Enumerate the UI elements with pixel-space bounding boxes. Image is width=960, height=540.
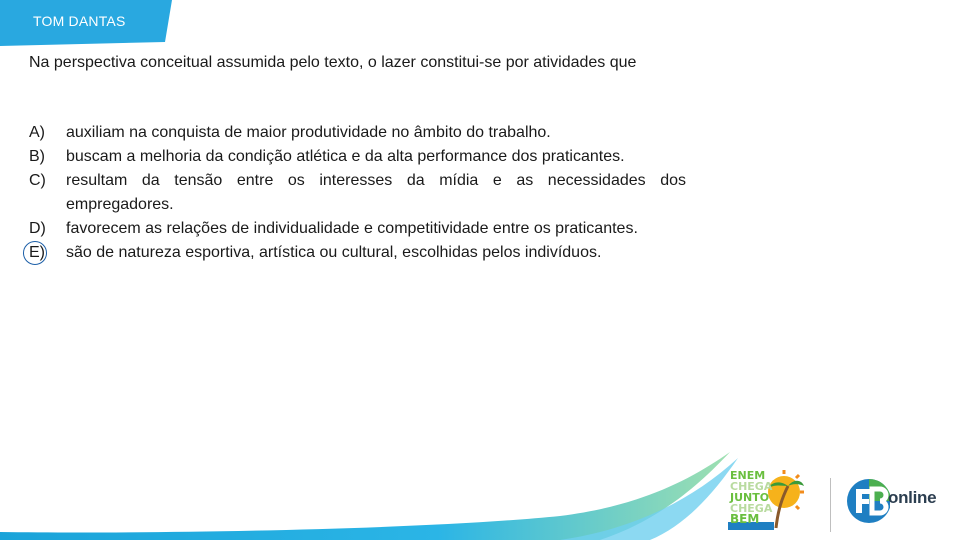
option-text: auxiliam na conquista de maior produtividade no âmbito do trabalho. (66, 124, 551, 141)
option-text: buscam a melhoria da condição atlética e da alta performance dos praticantes. (66, 148, 625, 165)
enem-word: JUNTO (730, 491, 770, 504)
option-a[interactable] (29, 121, 686, 145)
enem-word: ENEM (730, 469, 766, 482)
option-b[interactable] (29, 145, 686, 169)
header-label: TOM DANTAS (33, 13, 126, 29)
answer-options (29, 121, 686, 265)
option-letter: C) (29, 172, 46, 189)
question-text: Na perspectiva conceitual assumida pelo texto, o lazer constitui-se por atividades que (29, 54, 637, 71)
option-text: favorecem as relações de individualidade e competitividade entre os praticantes. (66, 220, 638, 237)
enem-logo (724, 458, 804, 532)
footer-wave (0, 450, 740, 540)
enem-word: CHEGA (730, 502, 773, 515)
option-letter: D) (29, 220, 46, 237)
fb-online-word: online (888, 488, 937, 507)
option-c[interactable] (29, 169, 686, 217)
enem-word: BEM (730, 512, 760, 526)
fb-online-logo (846, 473, 946, 529)
option-letter: A) (29, 124, 45, 141)
option-text: resultam da tensão entre os interesses da mídia e as necessidades dos empregadores. (66, 172, 686, 213)
header-banner (0, 0, 172, 46)
option-letter: E) (29, 244, 45, 261)
option-e[interactable] (29, 241, 686, 265)
option-d[interactable] (29, 217, 686, 241)
logo-divider (830, 478, 831, 532)
option-text: são de natureza esportiva, artística ou cultural, escolhidas pelos indivíduos. (66, 244, 602, 261)
enem-word: CHEGA (730, 480, 773, 493)
fb-mark-icon (846, 473, 890, 527)
option-letter: B) (29, 148, 45, 165)
